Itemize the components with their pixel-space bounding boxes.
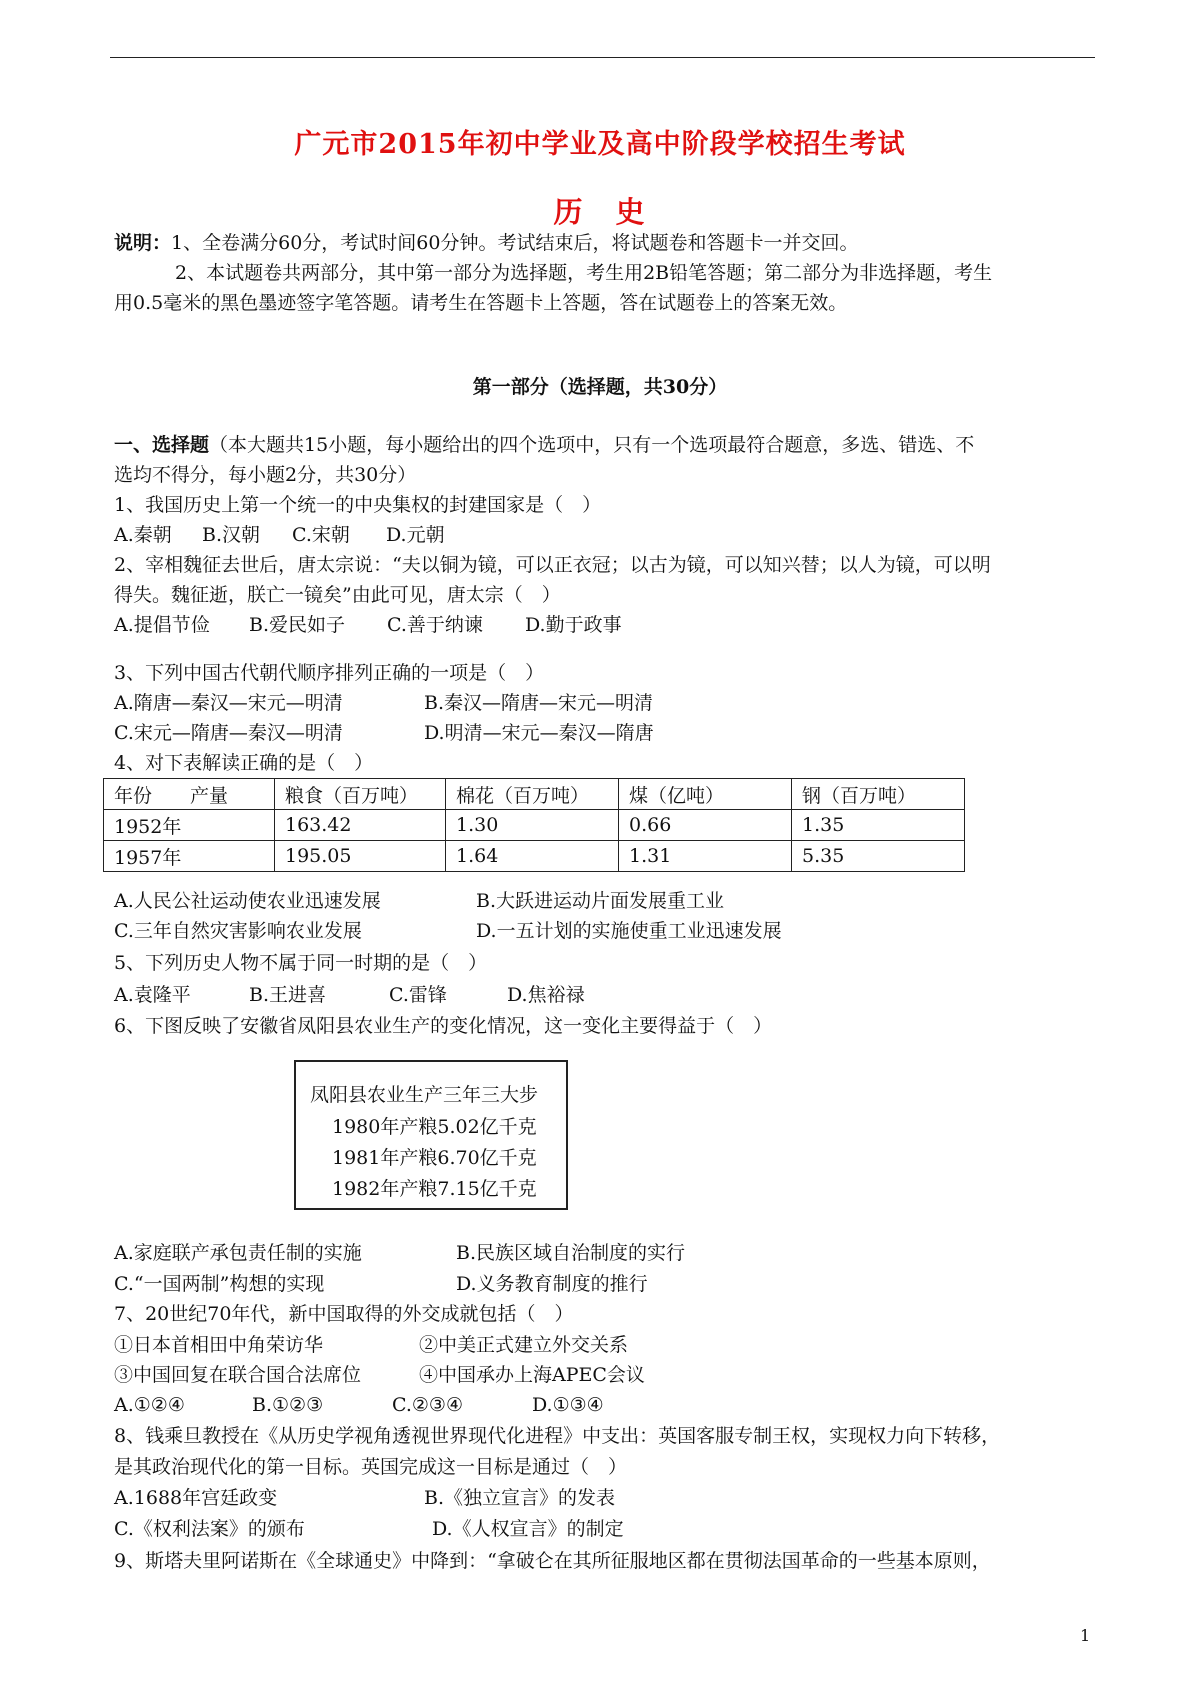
question-3-options-row-1 xyxy=(114,690,653,716)
section-label: 一、选择题 xyxy=(114,434,210,456)
q1-option-c: C.宋朝 xyxy=(292,524,350,546)
q4-option-b: B.大跃进运动片面发展重工业 xyxy=(476,890,725,912)
table-header-cell: 钢（百万吨） xyxy=(792,779,965,810)
q2-option-c: C.善于纳谏 xyxy=(387,614,483,636)
section-heading: 第一部分（选择题，共30分） xyxy=(472,376,728,398)
exam-title: 广元市2015年初中学业及高中阶段学校招生考试 xyxy=(294,129,906,160)
question-6-stem: 6、下图反映了安徽省凤阳县农业生产的变化情况，这一变化主要得益于（ ） xyxy=(114,1015,773,1037)
q6-option-a: A.家庭联产承包责任制的实施 xyxy=(114,1242,362,1264)
table-cell: 195.05 xyxy=(275,841,446,872)
q6-option-d: D.义务教育制度的推行 xyxy=(456,1273,648,1295)
q7-item-3: ③中国回复在联合国合法席位 xyxy=(114,1364,362,1386)
q4-option-c: C.三年自然灾害影响农业发展 xyxy=(114,920,362,942)
box-line-1981: 1981年产粮6.70亿千克 xyxy=(332,1147,537,1169)
question-2-stem-1: 2、宰相魏征去世后，唐太宗说：“夫以铜为镜，可以正衣冠；以古为镜，可以知兴替；以人为镜，可以明 xyxy=(114,554,991,576)
q7-item-2: ②中美正式建立外交关系 xyxy=(419,1334,629,1356)
instructions-line-2: 2、本试题卷共两部分，其中第一部分为选择题，考生用2B铅笔答题；第二部分为非选择题，考生 xyxy=(175,262,993,284)
q8-option-c: C.《权利法案》的颁布 xyxy=(114,1518,305,1540)
section-description-1: 一、选择题（本大题共15小题，每小题给出的四个选项中，只有一个选项最符合题意，多选、错选、不 xyxy=(114,434,975,456)
question-4-stem: 4、对下表解读正确的是（ ） xyxy=(114,752,374,774)
instructions-line-1: 说明：1、全卷满分60分，考试时间60分钟。考试结束后，将试题卷和答题卡一并交回。 xyxy=(114,232,859,254)
q5-option-b: B.王进喜 xyxy=(249,984,327,1006)
section-description-2: 选均不得分，每小题2分，共30分） xyxy=(114,464,417,486)
q4-option-d: D.一五计划的实施使重工业迅速发展 xyxy=(476,920,782,942)
q5-option-a: A.袁隆平 xyxy=(114,984,191,1006)
box-line-1982: 1982年产粮7.15亿千克 xyxy=(332,1178,537,1200)
question-8-options-row-2 xyxy=(114,1516,624,1542)
q6-option-c: C.“一国两制”构想的实现 xyxy=(114,1273,325,1295)
q4-option-a: A.人民公社运动使农业迅速发展 xyxy=(114,890,381,912)
header-rule xyxy=(110,57,1095,58)
table-cell: 1.31 xyxy=(619,841,792,872)
q3-option-a: A.隋唐—秦汉—宋元—明清 xyxy=(114,692,343,714)
table-cell: 0.66 xyxy=(619,810,792,841)
q5-option-d: D.焦裕禄 xyxy=(507,984,585,1006)
q2-option-d: D.勤于政事 xyxy=(525,614,622,636)
table-cell: 5.35 xyxy=(792,841,965,872)
table-corner-cell: 年份 产量 xyxy=(104,779,275,810)
q3-option-c: C.宋元—隋唐—秦汉—明清 xyxy=(114,722,343,744)
table-header-cell: 棉花（百万吨） xyxy=(446,779,619,810)
question-3-options-row-2 xyxy=(114,720,654,746)
box-line-1980: 1980年产粮5.02亿千克 xyxy=(332,1116,537,1138)
q7-option-b: B.①②③ xyxy=(252,1394,324,1416)
table-header-cell: 粮食（百万吨） xyxy=(275,779,446,810)
table-row xyxy=(104,810,965,841)
q2-option-b: B.爱民如子 xyxy=(249,614,346,636)
question-1-options xyxy=(114,522,445,548)
table-header-row xyxy=(104,779,965,810)
question-5-options xyxy=(114,982,585,1008)
question-4-options-row-2 xyxy=(114,918,782,944)
question-8-stem-2: 是其政治现代化的第一目标。英国完成这一目标是通过（ ） xyxy=(114,1456,628,1478)
instructions-label: 说明： xyxy=(114,232,172,254)
q3-option-b: B.秦汉—隋唐—宋元—明清 xyxy=(424,692,654,714)
q7-item-4: ④中国承办上海APEC会议 xyxy=(419,1364,645,1386)
question-6-options-row-2 xyxy=(114,1271,648,1297)
q1-option-b: B.汉朝 xyxy=(202,524,261,546)
page-number: 1 xyxy=(1080,1626,1091,1645)
fengyang-data-box xyxy=(294,1060,568,1210)
q8-option-a: A.1688年宫廷政变 xyxy=(114,1487,278,1509)
q1-option-d: D.元朝 xyxy=(386,524,445,546)
q7-item-1: ①日本首相田中角荣访华 xyxy=(114,1334,324,1356)
table-cell: 1.35 xyxy=(792,810,965,841)
q5-option-c: C.雷锋 xyxy=(389,984,447,1006)
q2-option-a: A.提倡节俭 xyxy=(114,614,210,636)
table-cell: 1.64 xyxy=(446,841,619,872)
q8-option-b: B.《独立宣言》的发表 xyxy=(424,1487,616,1509)
production-table xyxy=(103,778,965,872)
q6-option-b: B.民族区域自治制度的实行 xyxy=(456,1242,686,1264)
q7-option-c: C.②③④ xyxy=(392,1394,463,1416)
subject-title: 历 史 xyxy=(553,195,647,229)
box-title: 凤阳县农业生产三年三大步 xyxy=(310,1084,539,1106)
question-7-options xyxy=(114,1392,604,1418)
table-row xyxy=(104,841,965,872)
question-3-stem: 3、下列中国古代朝代顺序排列正确的一项是（ ） xyxy=(114,662,545,684)
table-cell: 1957年 xyxy=(104,841,275,872)
table-cell: 1.30 xyxy=(446,810,619,841)
question-4-options-row-1 xyxy=(114,888,724,914)
instructions-line-3: 用0.5毫米的黑色墨迹签字笔答题。请考生在答题卡上答题，答在试题卷上的答案无效。 xyxy=(114,292,848,314)
table-cell: 1952年 xyxy=(104,810,275,841)
question-1-stem: 1、我国历史上第一个统一的中央集权的封建国家是（ ） xyxy=(114,494,602,516)
table-cell: 163.42 xyxy=(275,810,446,841)
q3-option-d: D.明清—宋元—秦汉—隋唐 xyxy=(424,722,654,744)
question-7-items-row-1 xyxy=(114,1332,628,1358)
question-7-items-row-2 xyxy=(114,1362,645,1388)
question-8-options-row-1 xyxy=(114,1485,615,1511)
q8-option-d: D.《人权宣言》的制定 xyxy=(432,1518,624,1540)
question-5-stem: 5、下列历史人物不属于同一时期的是（ ） xyxy=(114,952,488,974)
q1-option-a: A.秦朝 xyxy=(114,524,172,546)
question-2-stem-2: 得失。魏征逝，朕亡一镜矣”由此可见，唐太宗（ ） xyxy=(114,584,561,606)
question-8-stem-1: 8、钱乘旦教授在《从历史学视角透视世界现代化进程》中支出：英国客服专制王权，实现权力向下转移， xyxy=(114,1425,1001,1447)
question-7-stem: 7、20世纪70年代，新中国取得的外交成就包括（ ） xyxy=(114,1303,574,1325)
question-6-options-row-1 xyxy=(114,1240,685,1266)
q7-option-a: A.①②④ xyxy=(114,1394,185,1416)
table-header-cell: 煤（亿吨） xyxy=(619,779,792,810)
question-9-stem-1: 9、斯塔夫里阿诺斯在《全球通史》中降到：“拿破仑在其所征服地区都在贯彻法国革命的一些基本原则， xyxy=(114,1550,991,1572)
question-2-options xyxy=(114,612,622,638)
q7-option-d: D.①③④ xyxy=(532,1394,604,1416)
